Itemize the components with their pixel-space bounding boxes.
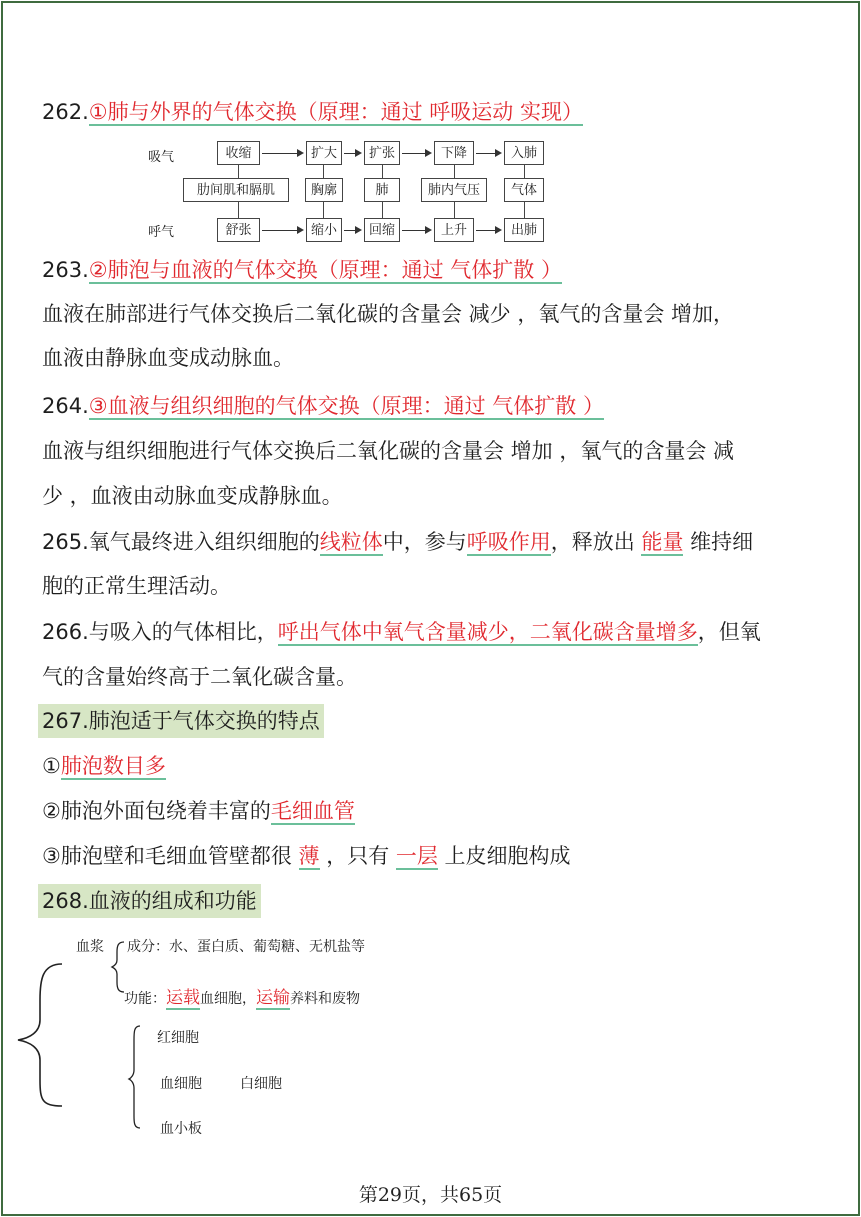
diagram-box: 回缩 <box>364 218 400 242</box>
answer: 运载 <box>166 988 200 1008</box>
diagram-box: 舒张 <box>217 218 260 242</box>
q264-line1: 血液与组织细胞进行气体交换后二氧化碳的含量会 增加 ，氧气的含量会 减 <box>42 439 735 463</box>
diagram-box: 肋间肌和膈肌 <box>183 178 289 202</box>
arrow-icon <box>262 153 302 154</box>
q263-line1 <box>42 299 734 329</box>
arrow-icon <box>476 153 500 154</box>
answer: 运输 <box>256 988 290 1008</box>
arrow-icon <box>476 230 500 231</box>
diagram-box: 下降 <box>434 141 474 165</box>
answer: 肺泡数目多 <box>60 754 166 778</box>
text: 减少 ，氧气的含量会 <box>462 302 672 326</box>
q265-line1 <box>42 527 753 557</box>
arrow-icon <box>262 230 302 231</box>
q263-number: 263. <box>42 258 89 282</box>
blood-cells-label: 血细胞 <box>160 1076 202 1092</box>
diagram-box: 入肺 <box>504 141 544 165</box>
answer: 线粒体 <box>319 530 383 554</box>
answer: 能量 <box>641 530 684 554</box>
text: 上皮细胞构成 <box>437 844 571 868</box>
text: 维持细 <box>683 530 754 554</box>
q267-heading: 267.肺泡适于气体交换的特点 <box>38 704 324 738</box>
plasma-label: 血浆 <box>76 939 104 955</box>
q267-item3 <box>42 841 571 871</box>
diagram-box: 缩小 <box>306 218 342 242</box>
q264-title-text: ③血液与组织细胞的气体交换（原理：通过 气体扩散 ） <box>88 394 604 418</box>
answer: 呼吸作用 <box>466 530 551 554</box>
text: 中，参与 <box>382 530 467 554</box>
q267-item1 <box>42 751 166 781</box>
text: 养料和废物 <box>290 991 360 1007</box>
q264-number: 264. <box>42 394 89 418</box>
diagram-box: 出肺 <box>504 218 544 242</box>
arrow-icon <box>402 153 430 154</box>
q266-line2: 气的含量始终高于二氧化碳含量。 <box>42 665 357 689</box>
q264-title <box>42 391 604 421</box>
answer: 薄 <box>298 844 320 868</box>
answer: 呼出气体中氧气含量减少，二氧化碳含量增多 <box>277 620 698 644</box>
arrow-icon <box>344 230 360 231</box>
text: 265.氧气最终进入组织细胞的 <box>42 530 320 554</box>
q265-line2: 胞的正常生理活动。 <box>42 574 231 598</box>
q268-heading: 268.血液的组成和功能 <box>38 884 261 918</box>
white-blood-cell-label: 白细胞 <box>240 1076 282 1092</box>
arrow-icon <box>402 230 430 231</box>
text: 266.与吸入的气体相比， <box>42 620 278 644</box>
answer: 毛细血管 <box>270 799 355 823</box>
text: ① <box>42 754 61 778</box>
q262-title <box>42 97 583 127</box>
answer: 一层 <box>395 844 438 868</box>
exhale-label: 呼气 <box>148 225 175 240</box>
q263-line2: 血液由静脉血变成动脉血。 <box>42 346 294 370</box>
q263-title <box>42 255 562 285</box>
text: 增加， <box>671 302 735 326</box>
diagram-box: 扩张 <box>364 141 400 165</box>
diagram-box: 气体 <box>504 178 544 202</box>
platelet-label: 血小板 <box>160 1121 202 1137</box>
plasma-components: 成分：水、蛋白质、葡萄糖、无机盐等 <box>127 939 365 955</box>
diagram-box: 胸廓 <box>305 178 343 202</box>
text: ③肺泡壁和毛细血管壁都很 <box>42 844 299 868</box>
inhale-label: 吸气 <box>148 150 175 165</box>
q267-item2 <box>42 796 355 826</box>
q266-line1 <box>42 617 761 647</box>
q262-title-text: ①肺与外界的气体交换（原理：通过 呼吸运动 实现） <box>88 100 583 124</box>
arrow-icon <box>344 153 360 154</box>
red-blood-cell-label: 红细胞 <box>157 1030 199 1046</box>
diagram-box: 肺内气压 <box>421 178 487 202</box>
plasma-function <box>124 983 360 1008</box>
text: ，只有 <box>319 844 396 868</box>
text: 血液在肺部进行气体交换后二氧化碳的含量会 <box>42 302 462 326</box>
q264-line2: 少 ，血液由动脉血变成静脉血。 <box>42 484 343 508</box>
diagram-box: 扩大 <box>306 141 342 165</box>
diagram-box: 收缩 <box>217 141 260 165</box>
q262-number: 262. <box>42 100 89 124</box>
text: ，但氧 <box>697 620 761 644</box>
q263-title-text: ②肺泡与血液的气体交换（原理：通过 气体扩散 ） <box>88 258 562 282</box>
text: ，释放出 <box>550 530 642 554</box>
text: ②肺泡外面包绕着丰富的 <box>42 799 271 823</box>
page-number: 第29页，共65页 <box>358 1184 503 1206</box>
text: 血细胞， <box>200 991 256 1007</box>
text: 功能： <box>124 991 166 1007</box>
diagram-box: 上升 <box>434 218 474 242</box>
diagram-box: 肺 <box>364 178 400 202</box>
